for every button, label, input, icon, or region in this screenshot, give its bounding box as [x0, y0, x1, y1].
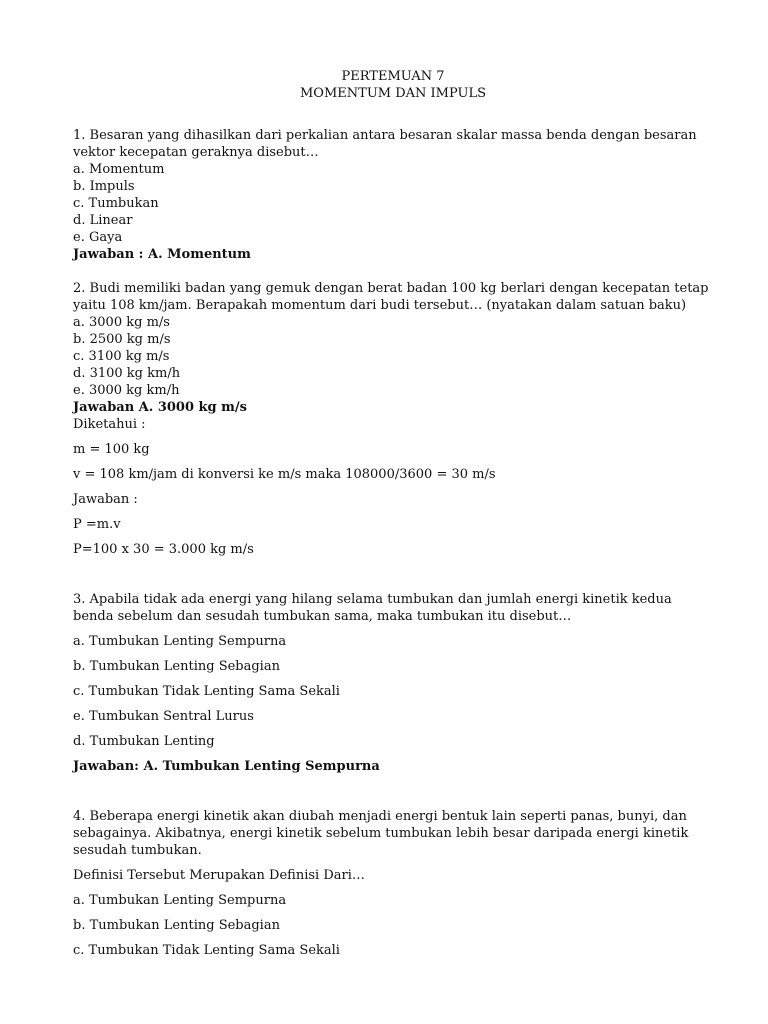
question-2-option-a: a. 3000 kg m/s: [73, 315, 170, 330]
question-4: [73, 808, 713, 959]
question-2-velocity: v = 108 km/jam di konversi ke m/s maka 108000/3600 = 30 m/s: [73, 467, 496, 482]
question-1-option-e: e. Gaya: [73, 230, 123, 245]
document-title: [73, 68, 713, 102]
question-1-option-b: b. Impuls: [73, 179, 135, 194]
question-1-answer: Jawaban : A. Momentum: [73, 247, 251, 262]
question-2-option-b: b. 2500 kg m/s: [73, 332, 171, 347]
question-2: [73, 280, 713, 558]
question-2-result: P=100 x 30 = 3.000 kg m/s: [73, 542, 254, 557]
question-2-mass: m = 100 kg: [73, 442, 150, 457]
question-2-text: 2. Budi memiliki badan yang gemuk dengan berat badan 100 kg berlari dengan kecepatan tetap yaitu 108 km/jam. Berapakah momentum dari budi tersebut… (nyatakan dalam satuan baku): [73, 281, 709, 313]
question-4-text: 4. Beberapa energi kinetik akan diubah menjadi energi bentuk lain seperti panas, bunyi, dan sebagainya. Akibatnya, energi kinetik sebelum tumbukan lebih besar daripada energi kinetik sesudah tumbukan.: [73, 809, 689, 858]
question-3-answer: Jawaban: A. Tumbukan Lenting Sempurna: [73, 759, 380, 774]
question-3-option-e: e. Tumbukan Sentral Lurus: [73, 709, 254, 724]
question-2-known-label: Diketahui :: [73, 417, 146, 432]
question-2-solution-label: Jawaban :: [73, 492, 138, 507]
question-2-option-d: d. 3100 kg km/h: [73, 366, 181, 381]
question-3-option-b: b. Tumbukan Lenting Sebagian: [73, 659, 280, 674]
question-2-option-e: e. 3000 kg km/h: [73, 383, 180, 398]
question-1-option-a: a. Momentum: [73, 162, 165, 177]
question-1: [73, 127, 713, 263]
question-3-option-c: c. Tumbukan Tidak Lenting Sama Sekali: [73, 684, 340, 699]
question-1-text: 1. Besaran yang dihasilkan dari perkalian antara besaran skalar massa benda dengan besaran vektor kecepatan geraknya disebut…: [73, 128, 697, 160]
question-2-answer: Jawaban A. 3000 kg m/s: [73, 400, 247, 415]
question-3-option-a: a. Tumbukan Lenting Sempurna: [73, 634, 287, 649]
question-1-option-c: c. Tumbukan: [73, 196, 159, 211]
question-4-option-c: c. Tumbukan Tidak Lenting Sama Sekali: [73, 943, 340, 958]
question-4-option-b: b. Tumbukan Lenting Sebagian: [73, 918, 280, 933]
question-3-option-d: d. Tumbukan Lenting: [73, 734, 215, 749]
title-line-2: MOMENTUM DAN IMPULS: [300, 86, 486, 101]
question-3: [73, 591, 713, 775]
title-line-1: PERTEMUAN 7: [341, 69, 445, 84]
question-3-text: 3. Apabila tidak ada energi yang hilang selama tumbukan dan jumlah energi kinetik kedua benda sebelum dan sesudah tumbukan sama, maka tumbukan itu disebut…: [73, 592, 672, 624]
question-1-option-d: d. Linear: [73, 213, 133, 228]
document-page: [73, 68, 713, 959]
question-4-option-a: a. Tumbukan Lenting Sempurna: [73, 893, 287, 908]
question-2-formula: P =m.v: [73, 517, 121, 532]
question-2-option-c: c. 3100 kg m/s: [73, 349, 170, 364]
question-4-definition: Definisi Tersebut Merupakan Definisi Dari…: [73, 868, 365, 883]
